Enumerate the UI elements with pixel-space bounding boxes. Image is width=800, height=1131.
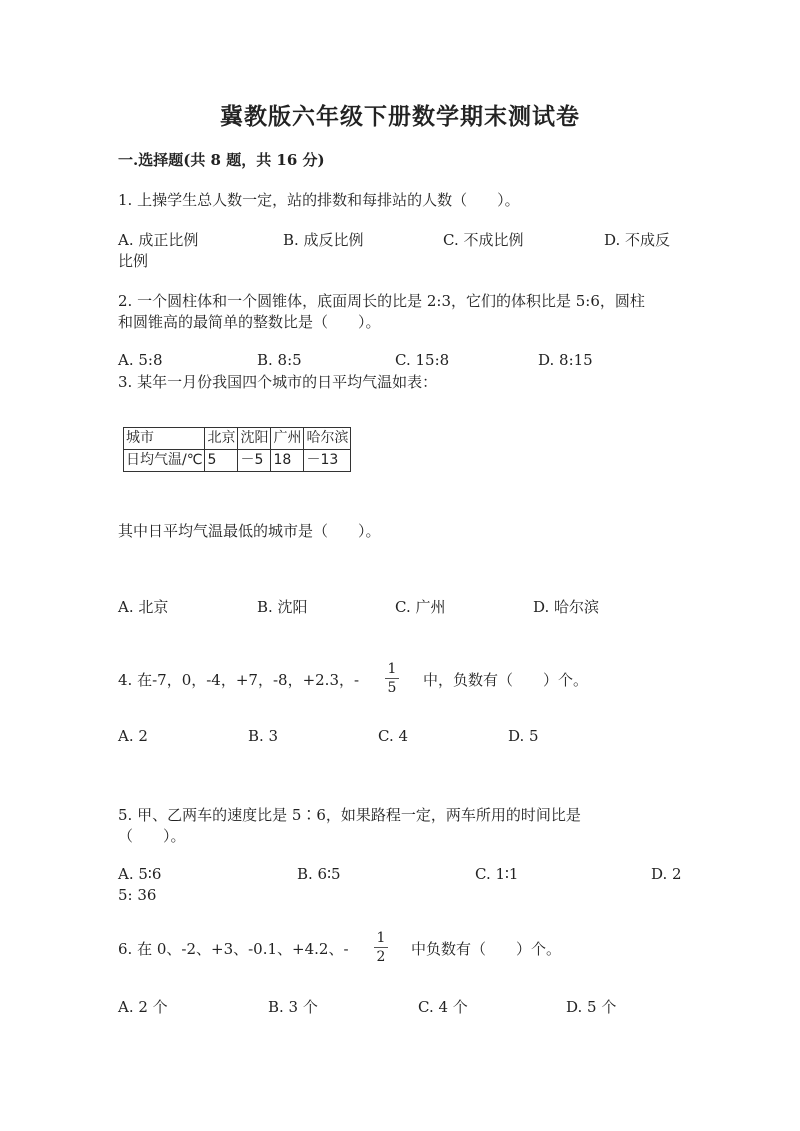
table-cell: 5 [205,450,238,472]
question-6-option-a: A. 2 个 [118,998,168,1016]
question-2-text-line2: 和圆锥高的最简单的整数比是（ ）。 [118,313,381,331]
question-1-option-a: A. 成正比例 [118,231,199,249]
table-cell: 日均气温/℃ [124,450,205,472]
fraction-numerator: 1 [374,930,388,948]
section-heading: 一.选择题(共 8 题，共 16 分) [118,151,325,169]
table-header-row [124,428,351,450]
question-1-option-b: B. 成反比例 [283,231,364,249]
question-1-option-d-wrap: 比例 [118,252,149,270]
question-6-text: 6. 在 0、-2、+3、-0.1、+4.2、- [118,940,349,958]
question-1-option-c: C. 不成比例 [443,231,524,249]
fraction-denominator: 2 [376,949,386,965]
table-cell: 18 [271,450,304,472]
question-1-text: 1. 上操学生总人数一定，站的排数和每排站的人数（ ）。 [118,191,520,209]
question-3-option-d: D. 哈尔滨 [533,598,600,616]
question-4-option-b: B. 3 [248,727,279,745]
question-5-option-d: D. 2 [651,865,682,883]
table-cell: 广州 [271,428,304,450]
question-5-option-a: A. 5∶6 [118,865,162,883]
question-2-text-line1: 2. 一个圆柱体和一个圆锥体，底面周长的比是 2:3，它们的体积比是 5:6，圆柱 [118,292,645,310]
question-5-option-c: C. 1∶1 [475,865,519,883]
question-3-text: 3. 某年一月份我国四个城市的日平均气温如表： [118,373,438,391]
question-6-option-d: D. 5 个 [566,998,617,1016]
question-6-text-tail: 中负数有（ ）个。 [411,940,562,958]
question-3-option-c: C. 广州 [395,598,446,616]
question-3-option-a: A. 北京 [118,598,169,616]
question-4-fraction [385,661,399,696]
question-6-fraction [374,930,388,965]
question-1-option-d: D. 不成反 [604,231,671,249]
table-cell: －5 [238,450,271,472]
question-3-prompt: 其中日平均气温最低的城市是（ ）。 [118,522,381,540]
question-5-text-line1: 5. 甲、乙两车的速度比是 5∶6，如果路程一定，两车所用的时间比是 [118,806,581,824]
question-2-option-a: A. 5:8 [118,351,163,369]
question-4-option-a: A. 2 [118,727,148,745]
question-4-text-tail: 中，负数有（ ）个。 [423,671,589,689]
fraction-numerator: 1 [385,661,399,679]
question-2-option-d: D. 8:15 [538,351,593,369]
table-cell: 哈尔滨 [304,428,351,450]
fraction-denominator: 5 [387,680,397,696]
question-4-option-c: C. 4 [378,727,409,745]
table-cell: 城市 [124,428,205,450]
question-5-text-line2: （ ）。 [118,827,186,845]
question-2-option-b: B. 8:5 [257,351,302,369]
temperature-table [123,427,351,472]
question-5-option-d-wrap: 5: 36 [118,886,157,904]
question-6-option-c: C. 4 个 [418,998,468,1016]
table-cell: 沈阳 [238,428,271,450]
table-row [124,450,351,472]
question-4-option-d: D. 5 [508,727,539,745]
question-5-option-b: B. 6∶5 [297,865,341,883]
table-cell: －13 [304,450,351,472]
page-title: 冀教版六年级下册数学期末测试卷 [220,103,580,130]
question-2-option-c: C. 15:8 [395,351,450,369]
question-6-option-b: B. 3 个 [268,998,318,1016]
table-cell: 北京 [205,428,238,450]
question-4-text: 4. 在-7，0，-4，+7，-8，+2.3，- [118,671,360,689]
question-3-option-b: B. 沈阳 [257,598,308,616]
